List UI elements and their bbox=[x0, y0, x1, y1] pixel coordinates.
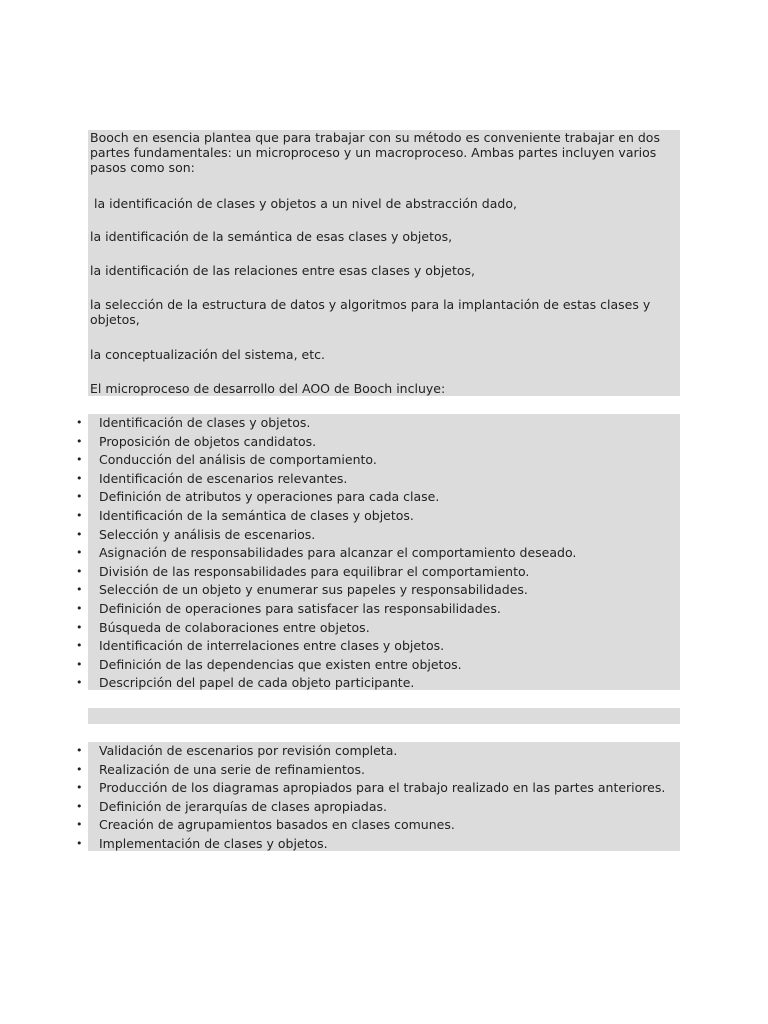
list-item bbox=[76, 600, 576, 619]
microprocess-list-block bbox=[76, 414, 680, 691]
list-item-text: Validación de escenarios por revisión completa. bbox=[99, 743, 398, 758]
intro-step-paragraph: la identificación de clases y objetos a un nivel de abstracción dado, bbox=[94, 196, 517, 211]
list-item-text: Definición de las dependencias que existen entre objetos. bbox=[99, 656, 462, 672]
bullet-icon: • bbox=[76, 583, 83, 597]
list-item-text: Definición de operaciones para satisfacer las responsabilidades. bbox=[99, 600, 501, 616]
list-item bbox=[76, 742, 665, 761]
intro-paragraph: Booch en esencia plantea que para trabajar con su método es conveniente trabajar en dos partes fundamentales: un microproceso y un macroproceso. Ambas partes incluyen varios pasos como son: bbox=[90, 130, 660, 175]
bullet-icon: • bbox=[76, 818, 83, 832]
list-item bbox=[76, 816, 665, 835]
list-item bbox=[76, 563, 576, 582]
list-item bbox=[76, 451, 576, 470]
list-item bbox=[76, 507, 576, 526]
bullet-icon: • bbox=[76, 416, 83, 429]
bullet-icon: • bbox=[76, 527, 83, 541]
list-item bbox=[76, 674, 576, 693]
bullet-icon: • bbox=[76, 508, 83, 522]
bullet-icon: • bbox=[76, 471, 83, 485]
bullet-icon: • bbox=[76, 744, 83, 757]
list-item-text: Definición de jerarquías de clases apropiadas. bbox=[99, 798, 387, 814]
intro-block bbox=[88, 130, 680, 396]
list-item bbox=[76, 637, 576, 656]
list-item-text: Proposición de objetos candidatos. bbox=[99, 433, 317, 449]
bullet-icon: • bbox=[76, 564, 83, 578]
bullet-icon: • bbox=[76, 762, 83, 776]
intro-step-paragraph: la conceptualización del sistema, etc. bbox=[90, 347, 325, 362]
list-item bbox=[76, 581, 576, 600]
bullet-icon: • bbox=[76, 657, 83, 671]
bullet-icon: • bbox=[76, 836, 83, 850]
list-item-text: Identificación de escenarios relevantes. bbox=[99, 470, 348, 486]
list-item bbox=[76, 488, 576, 507]
bullet-icon: • bbox=[76, 601, 83, 615]
intro-step-paragraph: la identificación de las relaciones entre esas clases y objetos, bbox=[90, 263, 476, 278]
list-item-text: Realización de una serie de refinamientos. bbox=[99, 761, 365, 777]
list-item-text: Identificación de clases y objetos. bbox=[99, 415, 311, 430]
list-item bbox=[76, 544, 577, 563]
second-list-block bbox=[76, 742, 680, 851]
list-item-text: Descripción del papel de cada objeto participante. bbox=[99, 675, 415, 691]
bullet-icon: • bbox=[76, 546, 83, 560]
list-item bbox=[76, 526, 576, 545]
list-item-text: Búsqueda de colaboraciones entre objetos. bbox=[99, 619, 370, 635]
bullet-icon: • bbox=[76, 676, 83, 690]
list-item bbox=[76, 761, 665, 780]
list-item bbox=[76, 470, 576, 489]
list-item-text: Conducción del análisis de comportamiento. bbox=[99, 452, 377, 468]
list-item-text: Implementación de clases y objetos. bbox=[99, 835, 328, 851]
bullet-icon: • bbox=[76, 434, 83, 448]
intro-paragraph: El microproceso de desarrollo del AOO de Booch incluye: bbox=[90, 381, 446, 396]
list-item-text: Identificación de la semántica de clases y objetos. bbox=[99, 507, 414, 523]
intro-step-paragraph: la selección de la estructura de datos y algoritmos para la implantación de estas clases y objetos, bbox=[90, 297, 651, 327]
list-item-text: Creación de agrupamientos basados en clases comunes. bbox=[99, 817, 455, 833]
list-item-text: Selección y análisis de escenarios. bbox=[99, 526, 316, 542]
list-item bbox=[76, 779, 666, 798]
list-item bbox=[76, 619, 576, 638]
bullet-icon: • bbox=[76, 453, 83, 467]
list-item bbox=[76, 414, 576, 433]
empty-block bbox=[88, 708, 680, 724]
bullet-icon: • bbox=[76, 639, 83, 653]
list-item-text: Identificación de interrelaciones entre clases y objetos. bbox=[99, 638, 445, 654]
list-item-text: División de las responsabilidades para equilibrar el comportamiento. bbox=[99, 563, 530, 579]
bullet-icon: • bbox=[76, 490, 83, 504]
list-item bbox=[76, 835, 665, 854]
list-item-text: Producción de los diagramas apropiados para el trabajo realizado en las partes anteriores. bbox=[99, 780, 666, 796]
microprocess-list bbox=[76, 414, 577, 693]
list-item-text: Definición de atributos y operaciones para cada clase. bbox=[99, 489, 440, 505]
list-item bbox=[76, 656, 576, 675]
bullet-icon: • bbox=[76, 620, 83, 634]
bullet-icon: • bbox=[76, 781, 83, 795]
intro-step-paragraph: la identificación de la semántica de esas clases y objetos, bbox=[90, 229, 453, 244]
list-item bbox=[76, 798, 665, 817]
list-item-text: Selección de un objeto y enumerar sus papeles y responsabilidades. bbox=[99, 582, 528, 598]
list-item bbox=[76, 433, 576, 452]
bullet-icon: • bbox=[76, 799, 83, 813]
list-item-text: Asignación de responsabilidades para alcanzar el comportamiento deseado. bbox=[99, 545, 577, 561]
second-list bbox=[76, 742, 666, 854]
